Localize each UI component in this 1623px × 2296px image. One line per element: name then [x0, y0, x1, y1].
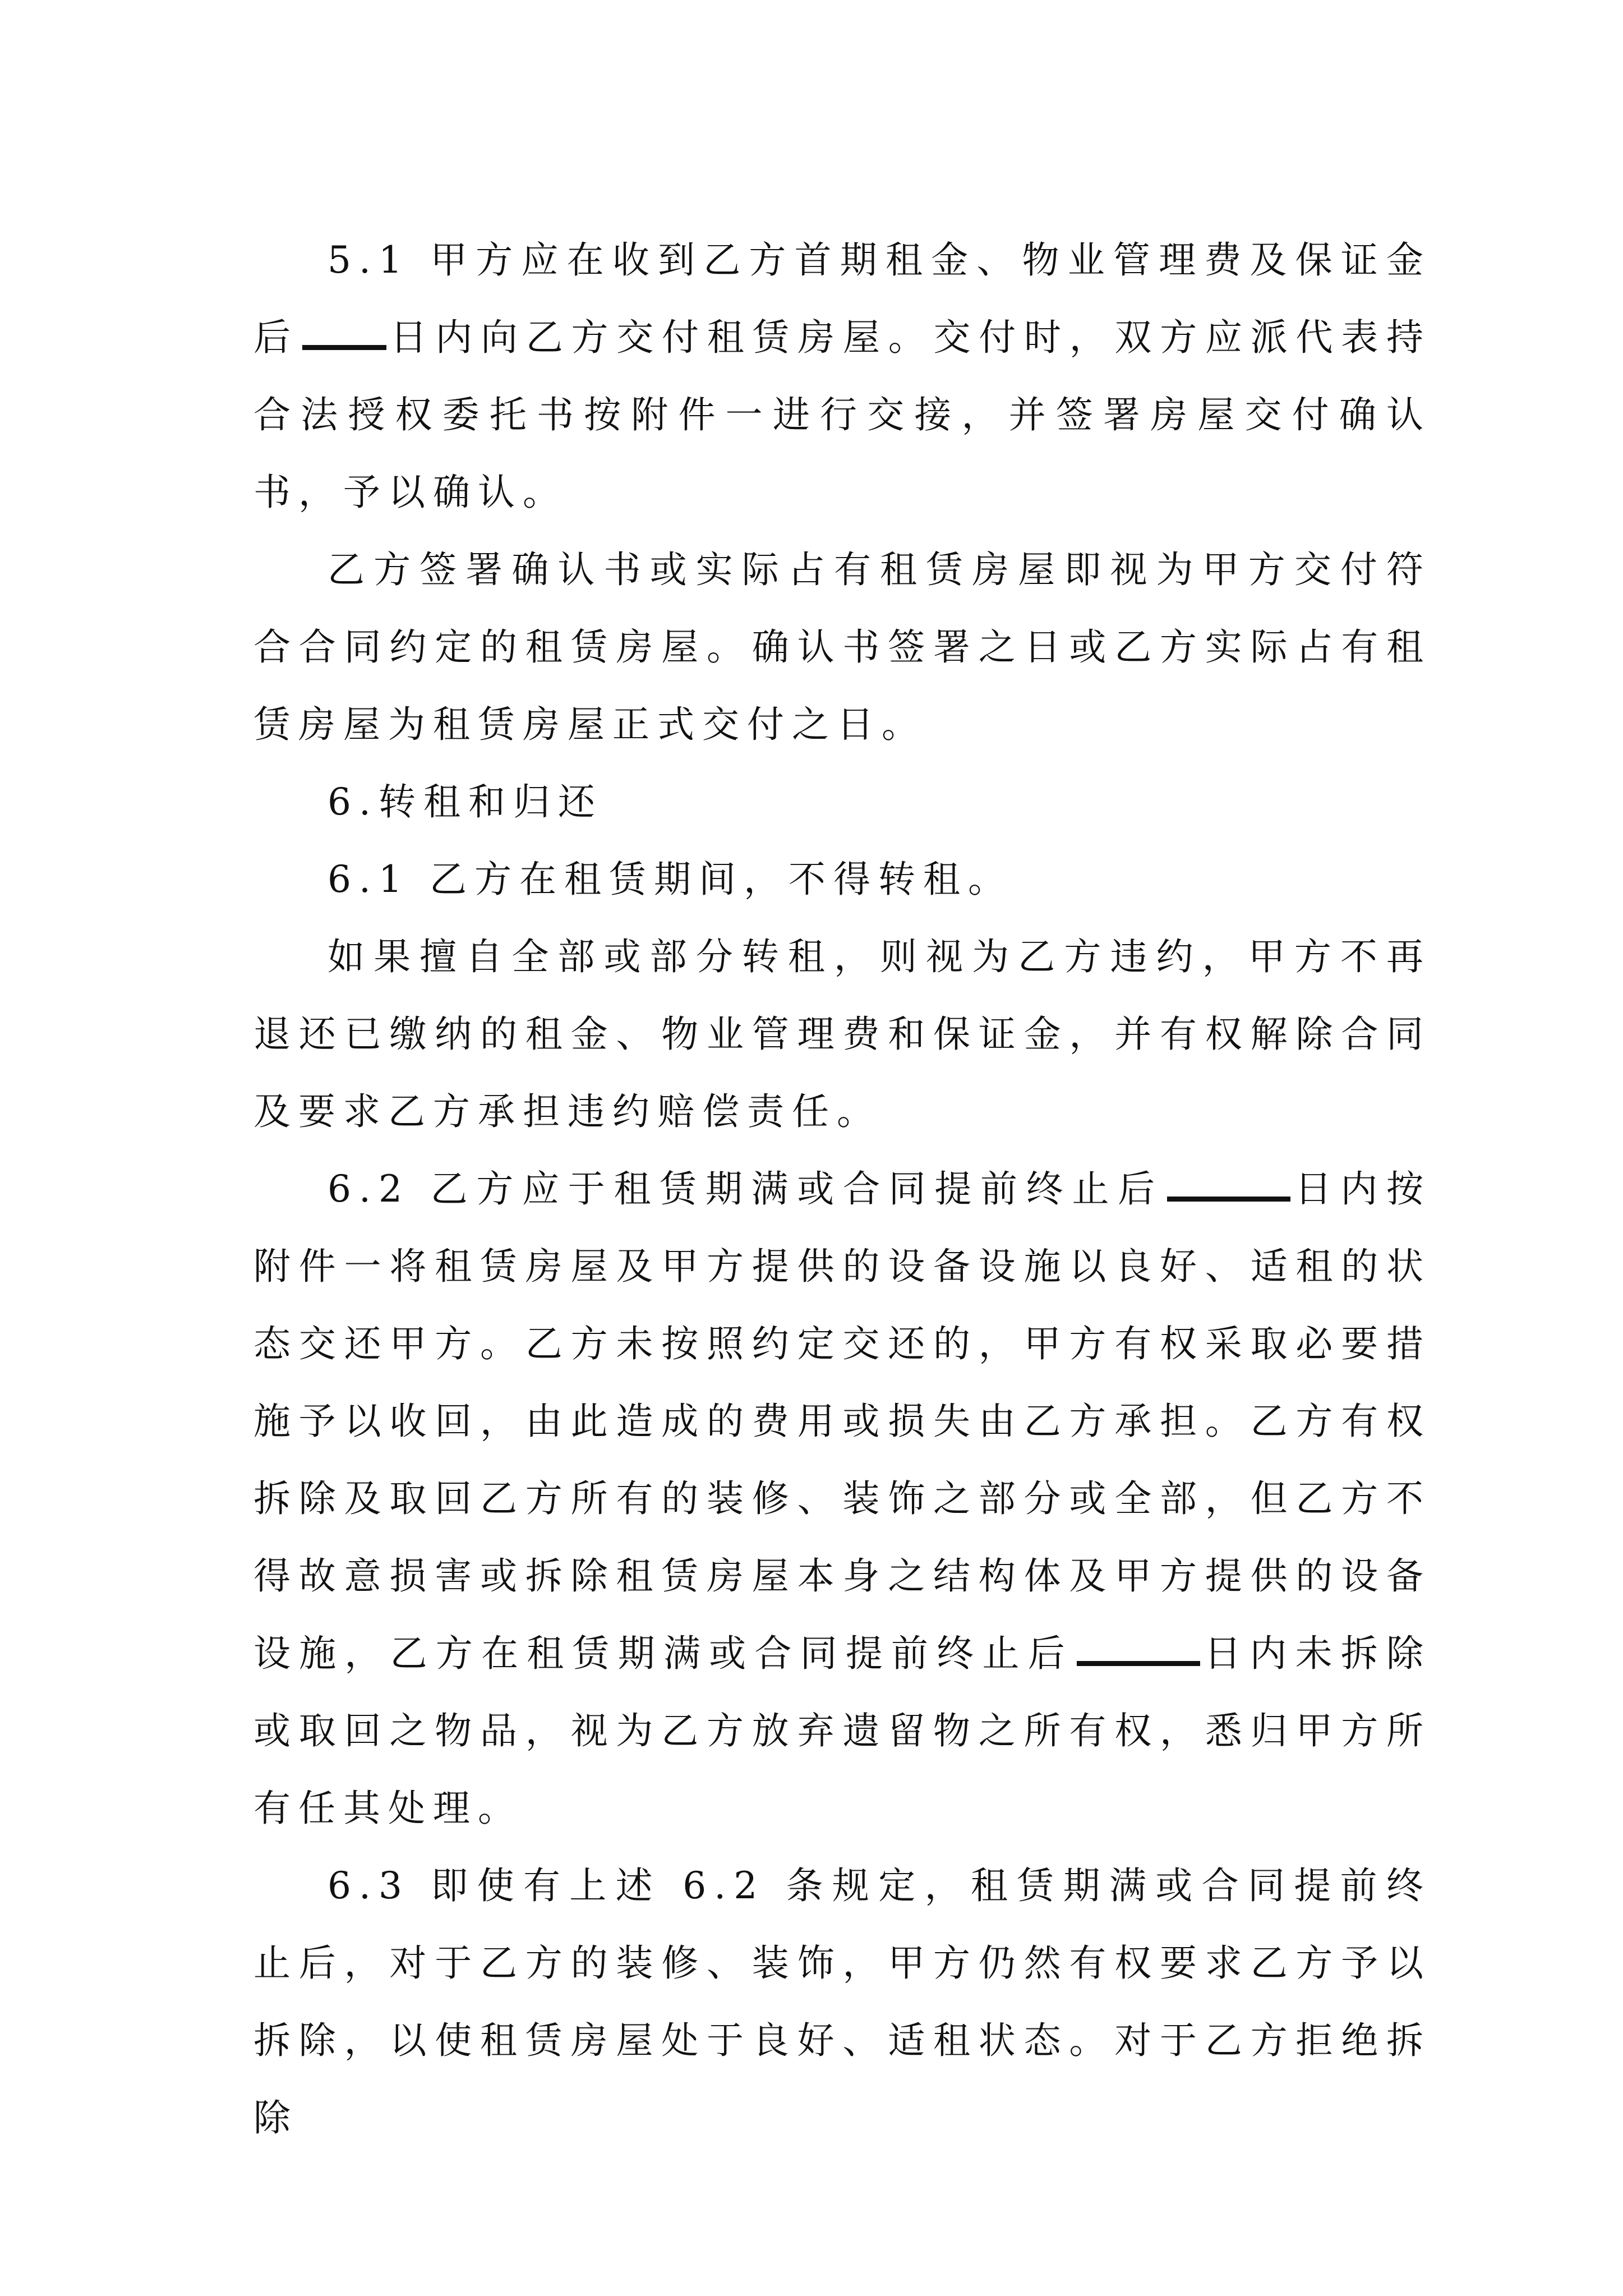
paragraph-6-3-text: 6.3 即使有上述 6.2 条规定，租赁期满或合同提前终止后，对于乙方的装修、装饰，甲方仍然有权要求乙方予以拆除，以使租赁房屋处于良好、适租状态。对于乙方拒绝拆除 — [253, 1864, 1431, 2139]
paragraph-6-1-b — [253, 918, 1431, 1151]
paragraph-6-heading — [253, 763, 1431, 841]
paragraph-6-1-b-text: 如果擅自全部或部分转租，则视为乙方违约，甲方不再退还已缴纳的租金、物业管理费和保证金，并有权解除合同及要求乙方承担违约赔偿责任。 — [253, 935, 1431, 1133]
blank-days-6-2-removal — [1077, 1630, 1200, 1666]
paragraph-5-1-text-b: 日内向乙方交付租赁房屋。交付时，双方应派代表持合法授权委托书按附件一进行交接，并签署房屋交付确认书，予以确认。 — [253, 316, 1431, 514]
paragraph-5-1-b — [253, 531, 1431, 763]
document-body — [253, 222, 1431, 2157]
paragraph-6-2 — [253, 1151, 1431, 1847]
paragraph-5-1 — [253, 222, 1431, 531]
paragraph-6-2-text-c: 日内未拆除或取回之物品，视为乙方放弃遗留物之所有权，悉归甲方所有任其处理。 — [253, 1632, 1432, 1830]
paragraph-6-1-text: 6.1 乙方在租赁期间，不得转租。 — [328, 858, 1013, 901]
paragraph-6-2-text-b: 日内按附件一将租赁房屋及甲方提供的设备设施以良好、适租的状态交还甲方。乙方未按照约定交还的，甲方有权采取必要措施予以收回，由此造成的费用或损失由乙方承担。乙方有权拆除及取回乙方所有的装修、装饰之部分或全部，但乙方不得故意损害或拆除租赁房屋本身之结构体及甲方提供的设备设施，乙方在租赁期满或合同提前终止后 — [253, 1167, 1431, 1675]
blank-days-5-1 — [302, 314, 386, 350]
paragraph-5-1-b-text: 乙方签署确认书或实际占有租赁房屋即视为甲方交付符合合同约定的租赁房屋。确认书签署之日或乙方实际占有租赁房屋为租赁房屋正式交付之日。 — [253, 548, 1431, 746]
paragraph-5-1-text-a: 5.1 甲方应在收到乙方首期租金、物业管理费及保证金后 — [253, 238, 1431, 359]
paragraph-6-1 — [253, 841, 1431, 918]
paragraph-6-2-text-a: 6.2 乙方应于租赁期满或合同提前终止后 — [328, 1167, 1164, 1211]
paragraph-6-3 — [253, 1847, 1431, 2157]
blank-days-6-2-return — [1167, 1165, 1290, 1202]
section-heading-6: 6.转租和归还 — [328, 780, 603, 823]
